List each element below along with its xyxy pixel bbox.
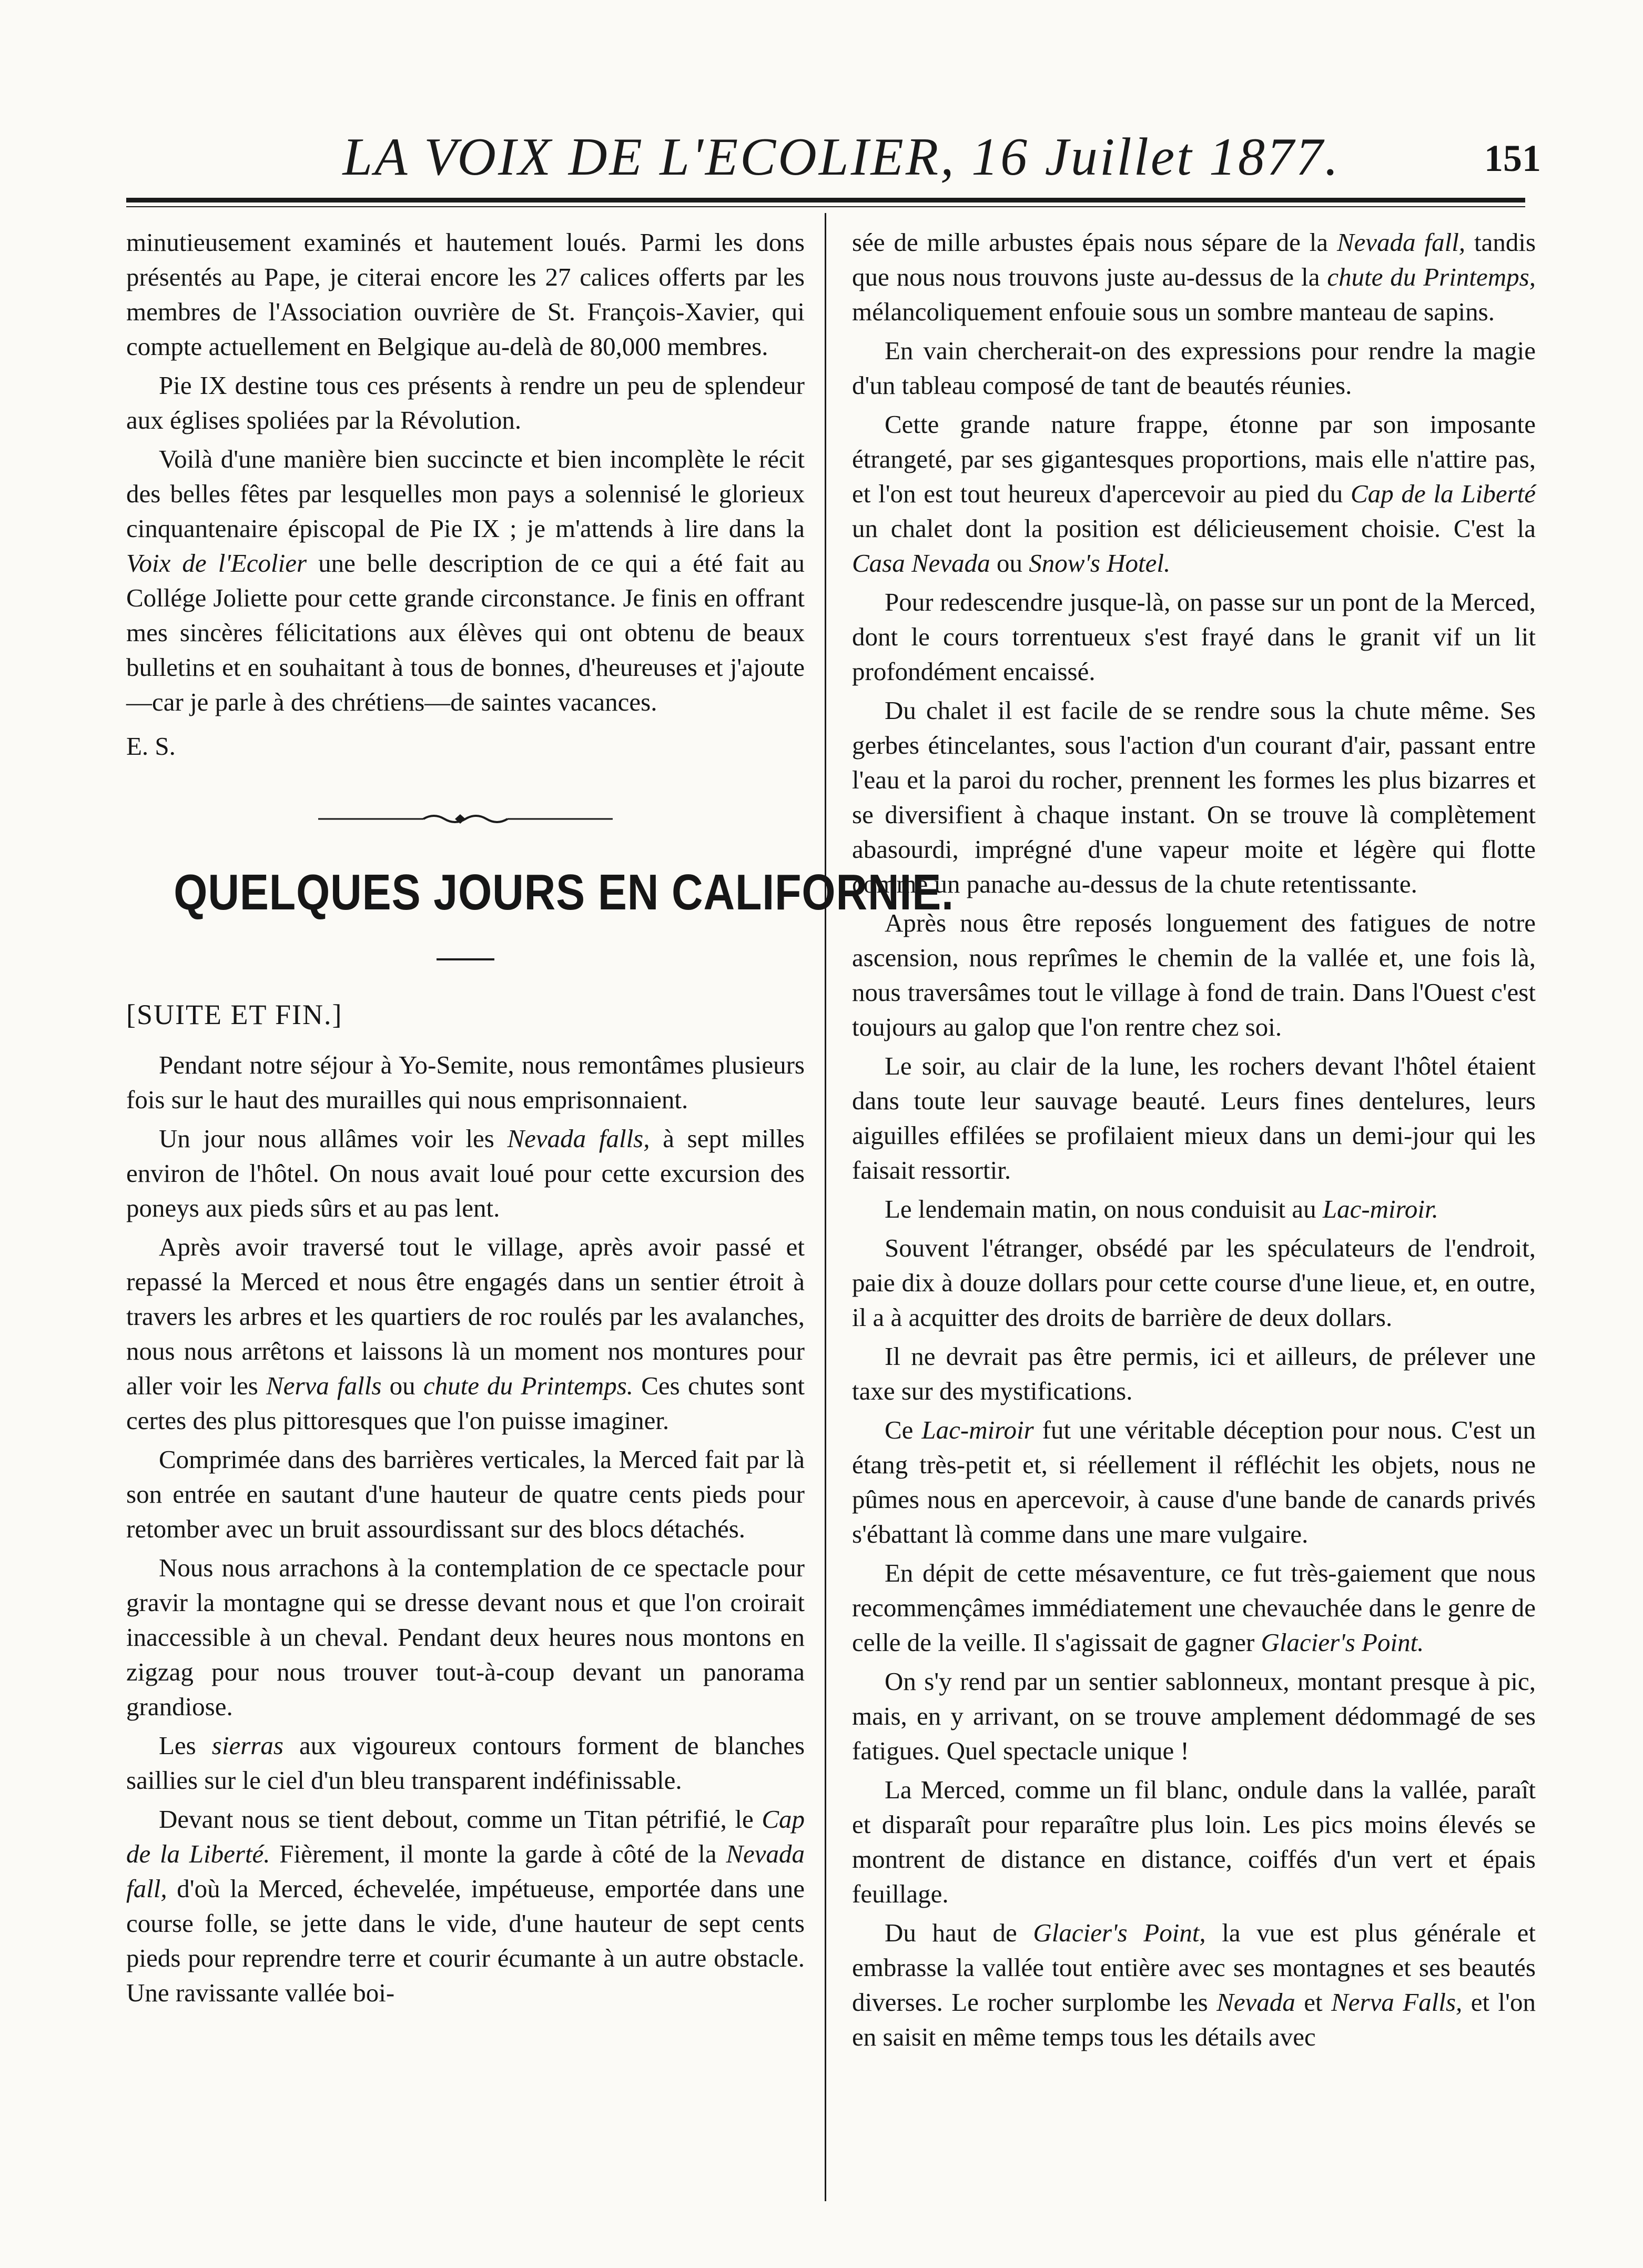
page-number: 151 xyxy=(1484,137,1541,179)
paragraph: Comprimée dans des barrières verticales, la Merced fait par là son entrée en sautant d'une hauteur de quatre cents pieds pour retomber avec un bruit assourdissant sur des blocs détachés. xyxy=(126,1445,805,1543)
paragraph: Ce Lac-miroir fut une véritable déception pour nous. C'est un étang très-petit et, si réellement il réfléchit les objets, nous ne pûmes nous en apercevoir, à cause d'une bande de canards privés s'ébattant là comme dans une mare vulgaire. xyxy=(852,1415,1536,1548)
left-column xyxy=(126,225,954,2014)
signature: E. S. xyxy=(126,732,176,761)
paragraph: On s'y rend par un sentier sablonneux, montant presque à pic, mais, en y arrivant, on se trouve amplement dédommagé de ses fatigues. Quel spectacle unique ! xyxy=(852,1667,1536,1765)
section-subtitle: [SUITE ET FIN.] xyxy=(126,999,343,1030)
page-header xyxy=(121,126,1541,200)
paragraph: Devant nous se tient debout, comme un Titan pétrifié, le Cap de la Liberté. Fièrement, il monte la garde à côté de la Nevada fall, d'où la Merced, échevelée, impétueuse, emportée dans une course folle, se jette dans le vide, d'une hauteur de sept cents pieds pour reprendre terre et courir écumante à un autre obstacle. Une ravissante vallée boi- xyxy=(126,1805,805,2007)
paragraph: Du haut de Glacier's Point, la vue est plus générale et embrasse la vallée tout entière avec ses montagnes et ses beautés diverses. Le rocher surplombe les Nevada et Nerva Falls, et l'on en saisit en même temps tous les détails avec xyxy=(852,1918,1536,2051)
paragraph: En vain chercherait-on des expressions pour rendre la magie d'un tableau composé de tant de beautés réunies. xyxy=(852,336,1536,400)
paragraph: Cette grande nature frappe, étonne par son imposante étrangeté, par ses gigantesques proportions, mais elle n'attire pas, et l'on est tout heureux d'apercevoir au pied du Cap de la Liberté un chalet dont la position est délicieusement choisie. C'est la Casa Nevada ou Snow's Hotel. xyxy=(852,410,1536,578)
paragraph: Souvent l'étranger, obsédé par les spéculateurs de l'endroit, paie dix à douze dollars pour cette course d'une lieue, et, en outre, il a à acquitter des droits de barrière de deux dollars. xyxy=(852,1233,1536,1332)
header-rule-thick xyxy=(126,198,1525,202)
paragraph: Du chalet il est facile de se rendre sous la chute même. Ses gerbes étincelantes, sous l'action d'un courant d'air, passant entre l'eau et la paroi du rocher, prennent les formes les plus bizarres et se diversifient à chaque instant. On se trouve là complètement abasourdi, imprégné d'une vapeur moite et légère qui flotte comme un panache au-dessus de la chute retentissante. xyxy=(852,696,1536,898)
short-rule xyxy=(437,958,494,960)
paragraph: Pendant notre séjour à Yo-Semite, nous remontâmes plusieurs fois sur le haut des murailles qui nous emprisonnaient. xyxy=(126,1050,805,1114)
paragraph: Le soir, au clair de la lune, les rochers devant l'hôtel étaient dans toute leur sauvage beauté. Leurs fines dentelures, leurs aiguilles effilées se profilaient mieux dans un demi-jour qui les faisait ressortir. xyxy=(852,1051,1536,1184)
column-divider xyxy=(825,213,826,2201)
journal-title: LA VOIX DE L'ECOLIER, 16 Juillet 1877. xyxy=(342,127,1341,187)
ornament-divider-icon xyxy=(318,811,613,827)
header-rule-thin xyxy=(126,206,1525,207)
paragraph: sée de mille arbustes épais nous sépare de la Nevada fall, tandis que nous nous trouvons juste au-dessus de la chute du Printemps, mélancoliquement enfouie sous un sombre manteau de sapins. xyxy=(852,228,1536,326)
paragraph: Nous nous arrachons à la contemplation de ce spectacle pour gravir la montagne qui se dresse devant nous et que l'on croirait inaccessible à un cheval. Pendant deux heures nous montons en zigzag pour nous trouver tout-à-coup devant un panorama grandiose. xyxy=(126,1553,805,1721)
paragraph: Après nous être reposés longuement des fatigues de notre ascension, nous reprîmes le chemin de la vallée et, une fois là, nous traversâmes tout le village à fond de train. Dans l'Ouest c'est toujours au galop que l'on rentre chez soi. xyxy=(852,908,1536,1041)
section-title: QUELQUES JOURS EN CALIFORNIE. xyxy=(174,864,954,920)
paragraph: La Merced, comme un fil blanc, ondule dans la vallée, paraît et disparaît pour reparaître plus loin. Les pics moins élevés se montrent de distance en distance, coiffés d'un vert et épais feuillage. xyxy=(852,1775,1536,1908)
paragraph: Il ne devrait pas être permis, ici et ailleurs, de prélever une taxe sur des mystifications. xyxy=(852,1342,1536,1405)
paragraph: Un jour nous allâmes voir les Nevada falls, à sept milles environ de l'hôtel. On nous avait loué pour cette excursion des poneys aux pieds sûrs et au pas lent. xyxy=(126,1124,805,1222)
paragraph: Pour redescendre jusque-là, on passe sur un pont de la Merced, dont le cours torrentueux s'est frayé dans le granit vif un lit profondément encaissé. xyxy=(852,588,1536,686)
paragraph: Pie IX destine tous ces présents à rendre un peu de splendeur aux églises spoliées par la Révolution. xyxy=(126,371,805,434)
paragraph: minutieusement examinés et hautement loués. Parmi les dons présentés au Pape, je citerai encore les 27 calices offerts par les membres de l'Association ouvrière de St. François-Xavier, qui compte actuellement en Belgique au-delà de 80,000 membres. xyxy=(126,228,805,361)
paragraph: Après avoir traversé tout le village, après avoir passé et repassé la Merced et nous être engagés dans un sentier étroit à travers les arbres et les quartiers de roc roulés par les avalanches, nous nous arrêtons et laissons là un moment nos montures pour aller voir les Nerva falls ou chute du Printemps. Ces chutes sont certes des plus pittoresques que l'on puisse imaginer. xyxy=(126,1232,805,1435)
paragraph: Les sierras aux vigoureux contours forment de blanches saillies sur le ciel d'un bleu transparent indéfinissable. xyxy=(126,1731,805,1795)
paragraph: En dépit de cette mésaventure, ce fut très-gaiement que nous recommençâmes immédiatement une chevauchée dans le genre de celle de la veille. Il s'agissait de gagner Glacier's Point. xyxy=(852,1558,1536,1657)
paragraph: Le lendemain matin, on nous conduisit au Lac-miroir. xyxy=(885,1194,1438,1223)
paragraph: Voilà d'une manière bien succincte et bien incomplète le récit des belles fêtes par lesquelles mon pays a solennisé le glorieux cinquantenaire épiscopal de Pie IX ; je m'attends à lire dans la Voix de l'Ecolier une belle description de ce qui a été fait au Collége Joliette pour cette grande circonstance. Je finis en offrant mes sincères félicitations aux élèves qui ont obtenu de beaux bulletins et en souhaitant à tous de bonnes, d'heureuses et j'ajoute—car je parle à des chrétiens—de saintes vacances. xyxy=(126,444,805,716)
right-column xyxy=(852,225,1536,2059)
